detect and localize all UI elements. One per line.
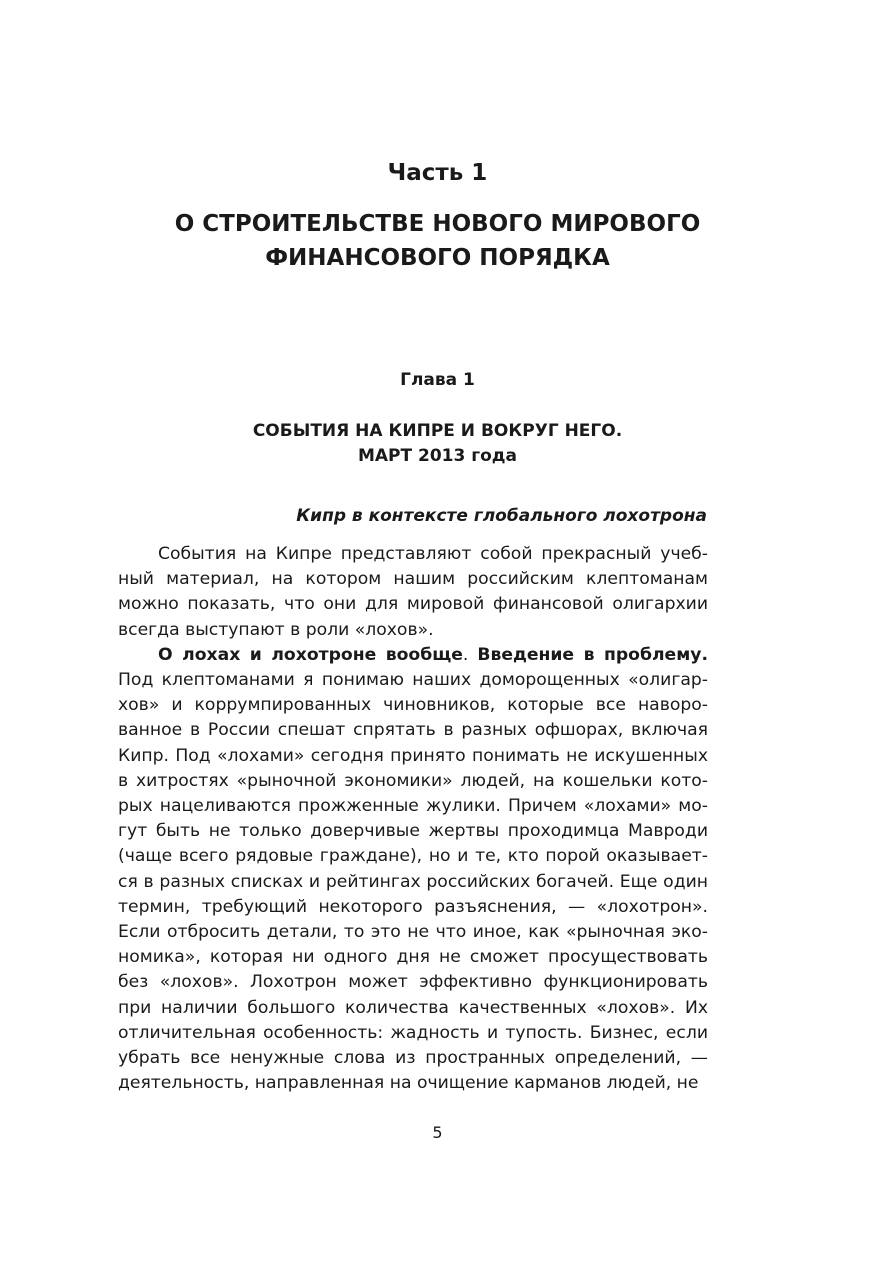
page-number: 5 [432, 1123, 443, 1142]
paragraph [118, 542, 708, 643]
paragraph [118, 643, 708, 1097]
paragraph-heading-bold-2: Введение в проблему. [477, 644, 708, 665]
section-subtitle: Кипр в контексте глобального лохотрона [296, 506, 707, 526]
paragraph-text: Под клептоманами я понимаю наших доморощенных «олигархов» и коррумпированных чиновников, которые все наворованное в России спешат спрятать в разных офшорах, включая Кипр. Под «лохами» сегодня принято понимать не искушенных в хитростях «рыночной экономики» людей, на кошельки которых нацеливаются прожженные жулики. Причем «лохами» могут быть не только доверчивые жертвы проходимца Мавроди (чаще всего рядовые граждане), но и те, кто порой оказывается в разных списках и рейтингах российских богачей. Еще один термин, требующий некоторого разъяснения, — «лохотрон». Если отбросить детали, то это не что иное, как «рыночная экономика», которая ни одного дня не сможет просуществовать без «лохов». Лохотрон может эффективно функционировать при наличии большого количества качественных «лохов». Их отличительная особенность: жадность и тупость. Бизнес, если убрать все ненужные слова из пространных определений, — деятельность, направленная на очищение карманов людей, не [118, 670, 708, 1094]
paragraph-heading-bold: О лохах и лохотроне вообще [158, 644, 463, 665]
part-title: О СТРОИТЕЛЬСТВЕ НОВОГО МИРОВОГО ФИНАНСОВОГО ПОРЯДКА [174, 211, 701, 271]
part-label: Часть 1 [387, 160, 488, 186]
body-text [118, 542, 708, 1096]
chapter-title-line1: СОБЫТИЯ НА КИПРЕ И ВОКРУГ НЕГО. [252, 421, 623, 441]
paragraph-text: События на Кипре представляют собой прекрасный учебный материал, на котором нашим российским клептоманам можно показать, что они для мировой финансовой олигархии всегда выступают в роли «лохов». [118, 544, 708, 640]
chapter-title [100, 419, 775, 469]
paragraph-heading-separator: . [462, 644, 478, 665]
chapter-title-line2: МАРТ 2013 года [357, 446, 518, 466]
chapter-label: Глава 1 [400, 370, 475, 390]
